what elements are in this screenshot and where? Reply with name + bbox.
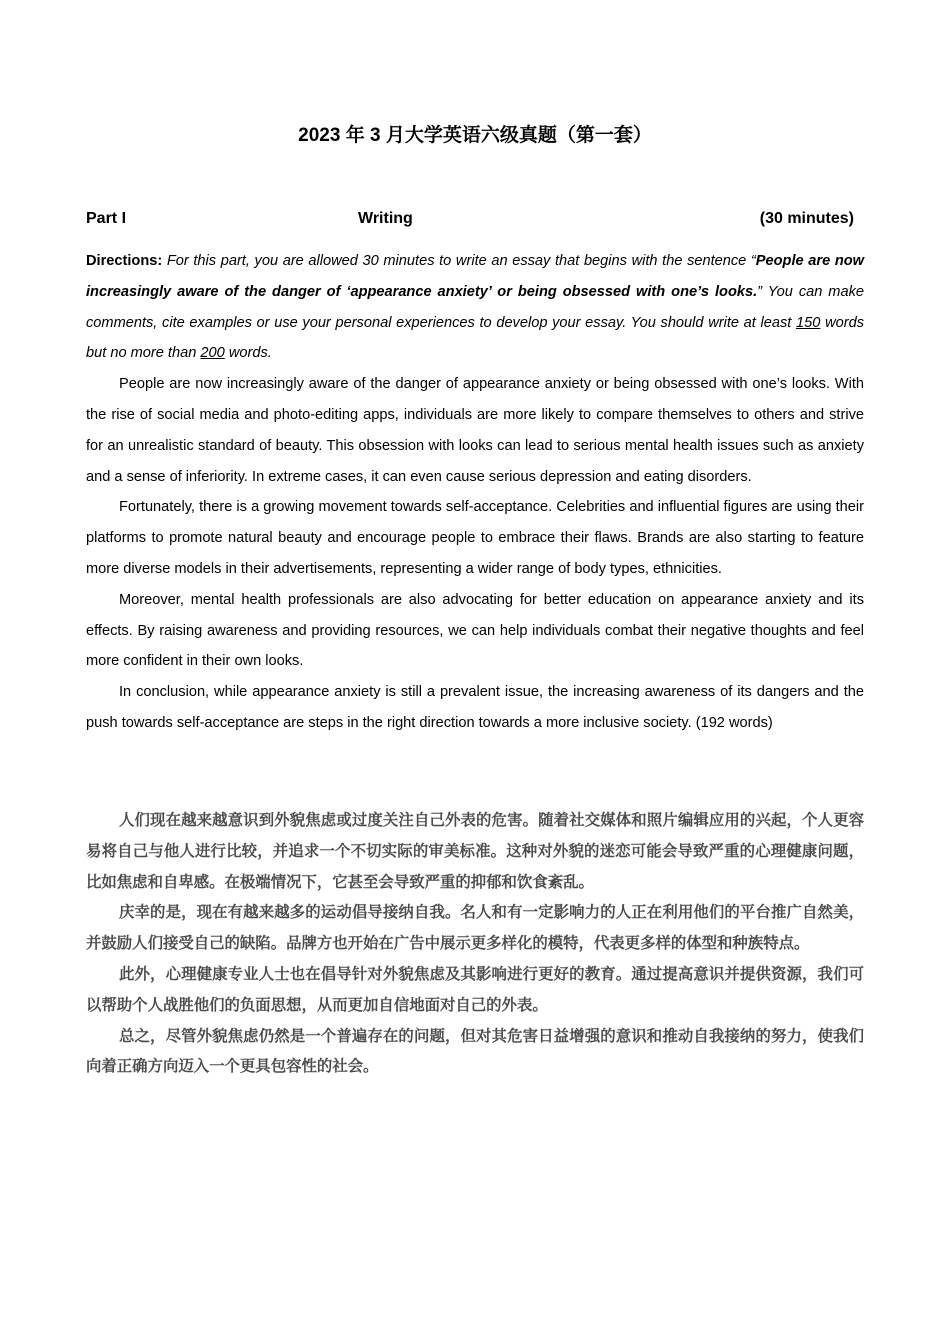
max-word-count: 200 xyxy=(200,345,225,362)
essay-prompt: People are now increasingly aware of the danger of ‘appearance anxiety’ or being obsessed with one’s looks. xyxy=(86,253,864,300)
essay-paragraph: Fortunately, there is a growing movement towards self-acceptance. Celebrities and influential figures are using their platforms to promote natural beauty and encourage people to embrace their flaws. Brands are also starting to feature more diverse models in their advertisements, representing a wider range of body types, ethnicities. xyxy=(86,499,864,577)
min-word-count: 150 xyxy=(796,314,821,331)
directions xyxy=(86,246,864,369)
translation-paragraph: 总之，尽管外貌焦虑仍然是一个普遍存在的问题，但对其危害日益增强的意识和推动自我接纳的努力，使我们向着正确方向迈入一个更具包容性的社会。 xyxy=(86,1026,864,1076)
essay-paragraph: In conclusion, while appearance anxiety is still a prevalent issue, the increasing awareness of its dangers and the push towards self-acceptance are steps in the right direction towards a more inclusive society. (192 words) xyxy=(86,684,864,731)
directions-label: Directions: xyxy=(86,253,163,269)
translation-paragraph: 人们现在越来越意识到外貌焦虑或过度关注自己外表的危害。随着社交媒体和照片编辑应用的兴起，个人更容易将自己与他人进行比较，并追求一个不切实际的审美标准。这种对外貌的迷恋可能会导致严重的心理健康问题，比如焦虑和自卑感。在极端情况下，它甚至会导致严重的抑郁和饮食紊乱。 xyxy=(86,811,864,891)
directions-text: words. xyxy=(224,345,272,362)
directions-text: ” You can make comments, cite examples or use your personal experiences to develop your essay. You should write at least xyxy=(86,283,864,331)
essay-paragraph: People are now increasingly aware of the danger of appearance anxiety or being obsessed with one’s looks. With the rise of social media and photo-editing apps, individuals are more likely to compare themselves to others and strive for an unrealistic standard of beauty. This obsession with looks can lead to serious mental health issues such as anxiety and a sense of inferiority. In extreme cases, it can even cause serious depression and eating disorders. xyxy=(86,376,864,485)
part-time: (30 minutes) xyxy=(759,210,854,227)
part-header xyxy=(86,205,854,233)
chinese-translation xyxy=(86,805,864,1082)
part-title: Writing xyxy=(358,210,413,227)
directions-text: words but no more than xyxy=(86,314,864,362)
english-essay xyxy=(86,369,864,739)
english-section xyxy=(86,246,864,739)
directions-text: For this part, you are allowed 30 minutes to write an essay that begins with the sentence “ xyxy=(162,253,756,269)
page-title: 2023 年 3 月大学英语六级真题（第一套） xyxy=(298,125,652,146)
translation-paragraph: 此外，心理健康专业人士也在倡导针对外貌焦虑及其影响进行更好的教育。通过提高意识并提供资源，我们可以帮助个人战胜他们的负面思想，从而更加自信地面对自己的外表。 xyxy=(86,964,864,1014)
essay-paragraph: Moreover, mental health professionals are also advocating for better education on appearance anxiety and its effects. By raising awareness and providing resources, we can help individuals combat their negative thoughts and feel more confident in their own looks. xyxy=(86,591,864,670)
part-label: Part I xyxy=(86,210,127,227)
translation-paragraph: 庆幸的是，现在有越来越多的运动倡导接纳自我。名人和有一定影响力的人正在利用他们的平台推广自然美，并鼓励人们接受自己的缺陷。品牌方也开始在广告中展示更多样化的模特，代表更多样的体型和种族特点。 xyxy=(86,903,864,953)
